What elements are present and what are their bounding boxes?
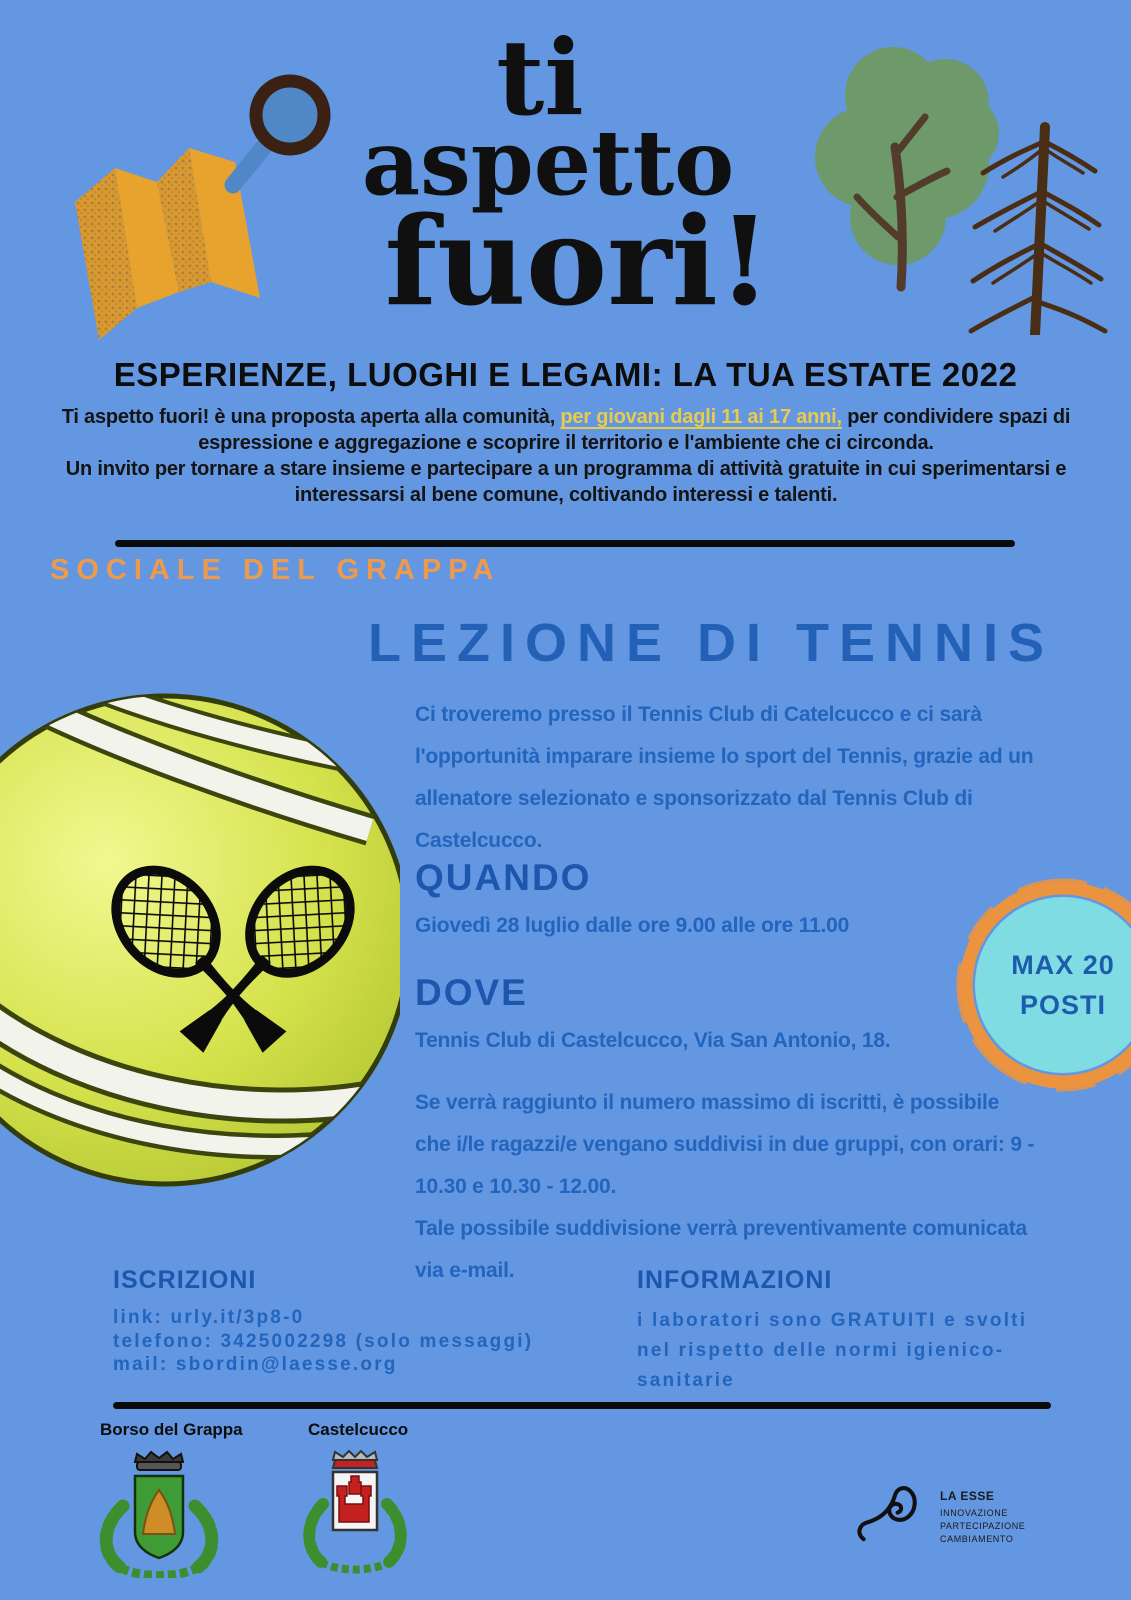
poster-title-line-3: fuori! bbox=[384, 189, 772, 333]
informazioni-heading: INFORMAZIONI bbox=[637, 1266, 833, 1294]
la-esse-name: LA ESSE bbox=[940, 1488, 995, 1503]
organizer-label: SOCIALE DEL GRAPPA bbox=[50, 554, 501, 586]
leafy-tree-icon bbox=[815, 47, 999, 287]
groups-note-line-2: Tale possibile suddivisione verrà preventivamente comunicata via e-mail. bbox=[415, 1217, 1028, 1282]
intro-highlighted-age-range: per giovani dagli 11 ai 17 anni, bbox=[560, 406, 842, 428]
poster-title-line-2: aspetto bbox=[361, 110, 735, 216]
badge-line-2: POSTI bbox=[1019, 990, 1106, 1020]
la-esse-spiral-icon bbox=[852, 1480, 930, 1554]
intro-paragraph bbox=[36, 404, 1096, 508]
quando-heading: QUANDO bbox=[415, 857, 592, 898]
dove-text: Tennis Club di Castelcucco, Via San Antonio, 18. bbox=[415, 1029, 891, 1052]
intro-text-after: per condividere spazi di espressione e aggregazione e scoprire il territorio e l'ambiente che ci circonda. bbox=[198, 406, 1071, 454]
bottom-divider-line bbox=[113, 1402, 1051, 1409]
intro-sentence-2: Un invito per tornare a stare insieme e partecipare a un programma di attività gratuite in cui sperimentarsi e interessarsi al bene comune, coltivando interessi e talenti. bbox=[65, 458, 1067, 506]
iscrizioni-section bbox=[113, 1266, 593, 1377]
la-esse-tagline-1: INNOVAZIONE bbox=[940, 1507, 1008, 1518]
badge-line-1: MAX 20 bbox=[1011, 950, 1115, 980]
tennis-ball-illustration bbox=[0, 688, 400, 1193]
castelcucco-crest-icon bbox=[303, 1446, 407, 1574]
groups-note bbox=[415, 1082, 1035, 1292]
poster-subtitle: ESPERIENZE, LUOGHI E LEGAMI: LA TUA ESTATE 2022 bbox=[113, 356, 1018, 393]
max-posti-badge-text bbox=[952, 874, 1131, 1096]
la-esse-logo-block bbox=[852, 1480, 1025, 1554]
map-magnifier-illustration bbox=[55, 40, 355, 360]
intro-text-before: Ti aspetto fuori! è una proposta aperta alla comunità, bbox=[61, 406, 561, 428]
quando-text: Giovedì 28 luglio dalle ore 9.00 alle ore 11.00 bbox=[415, 914, 850, 937]
iscrizioni-heading: ISCRIZIONI bbox=[113, 1266, 257, 1294]
iscrizioni-telefono-line: telefono: 3425002298 (solo messaggi) bbox=[113, 1330, 534, 1352]
iscrizioni-mail-line: mail: sbordin@laesse.org bbox=[113, 1354, 398, 1375]
event-title: LEZIONE DI TENNIS bbox=[368, 613, 1055, 673]
event-description: Ci troveremo presso il Tennis Club di Catelcucco e ci sarà l'opportunità imparare insieme lo sport del Tennis, grazie ad un allenatore selezionato e sponsorizzato dal Tennis Club di Castelcucco. bbox=[415, 703, 1034, 852]
trees-illustration bbox=[783, 25, 1113, 335]
la-esse-tagline-2: PARTECIPAZIONE bbox=[940, 1520, 1026, 1531]
dove-heading: DOVE bbox=[415, 972, 528, 1013]
groups-note-line-1: Se verrà raggiunto il numero massimo di iscritti, è possibile che i/le ragazzi/e vengano suddivisi in due gruppi, con orari: 9 - 10.30 e 10.30 - 12.00. bbox=[415, 1091, 1035, 1198]
informazioni-text: i laboratori sono GRATUITI e svolti nel rispetto delle normi igienico-sanitarie bbox=[637, 1310, 1028, 1391]
municipality-2-label: Castelcucco bbox=[308, 1420, 409, 1439]
poster-title-line-1: ti bbox=[496, 16, 584, 139]
municipality-1-label: Borso del Grappa bbox=[100, 1420, 243, 1439]
iscrizioni-link-line: link: urly.it/3p8-0 bbox=[113, 1307, 305, 1328]
pine-tree-icon bbox=[971, 127, 1105, 335]
borso-del-grappa-crest-icon bbox=[95, 1446, 223, 1578]
top-divider-line bbox=[115, 540, 1015, 547]
la-esse-tagline-3: CAMBIAMENTO bbox=[940, 1533, 1014, 1544]
magnifier-icon bbox=[233, 81, 324, 185]
informazioni-section bbox=[637, 1266, 1057, 1396]
intro-sentence-1 bbox=[36, 404, 1096, 456]
